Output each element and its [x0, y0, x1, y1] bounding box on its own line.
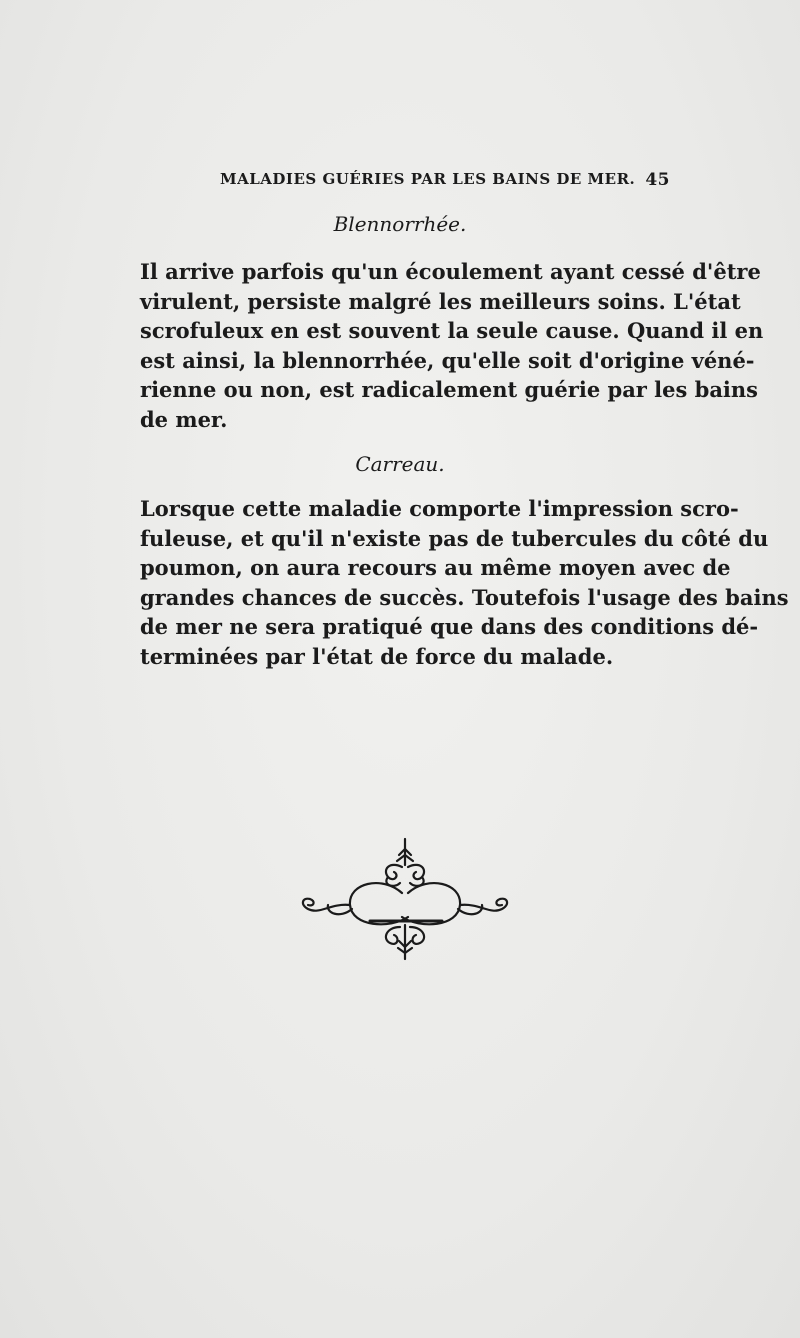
- text-line: de mer.: [140, 406, 228, 432]
- text-line: terminées par l'état de force du malade.: [140, 643, 614, 669]
- text-line: poumon, on aura recours au même moyen avec de: [140, 555, 731, 580]
- section-heading-carreau: Carreau.: [355, 452, 445, 476]
- text-line: rienne ou non, est radicalement guérie par les bains: [140, 377, 759, 402]
- text-line: fuleuse, et qu'il n'existe pas de tubercules du côté du: [140, 525, 769, 551]
- page-header: [220, 170, 670, 192]
- text-line: virulent, persiste malgré les meilleurs soins. L'état: [140, 288, 741, 314]
- section-heading-blennorrhee: Blennorrhée.: [333, 212, 467, 236]
- running-title: MALADIES GUÉRIES PAR LES BAINS DE MER.: [220, 170, 636, 188]
- paragraph-carreau: [140, 494, 789, 671]
- text-line: grandes chances de succès. Toutefois l'usage des bains: [140, 584, 789, 610]
- page-number: 45: [645, 170, 670, 190]
- text-line: Lorsque cette maladie comporte l'impression scro-: [140, 496, 739, 521]
- paragraph-blennorrhee: [140, 257, 764, 434]
- text-line: de mer ne sera pratiqué que dans des conditions dé-: [140, 614, 759, 639]
- fleuron-ornament-icon: [290, 835, 520, 965]
- text-line: scrofuleux en est souvent la seule cause. Quand il en: [140, 318, 764, 343]
- text-line: Il arrive parfois qu'un écoulement ayant cessé d'être: [140, 259, 761, 284]
- text-line: est ainsi, la blennorrhée, qu'elle soit d'origine véné-: [140, 347, 755, 373]
